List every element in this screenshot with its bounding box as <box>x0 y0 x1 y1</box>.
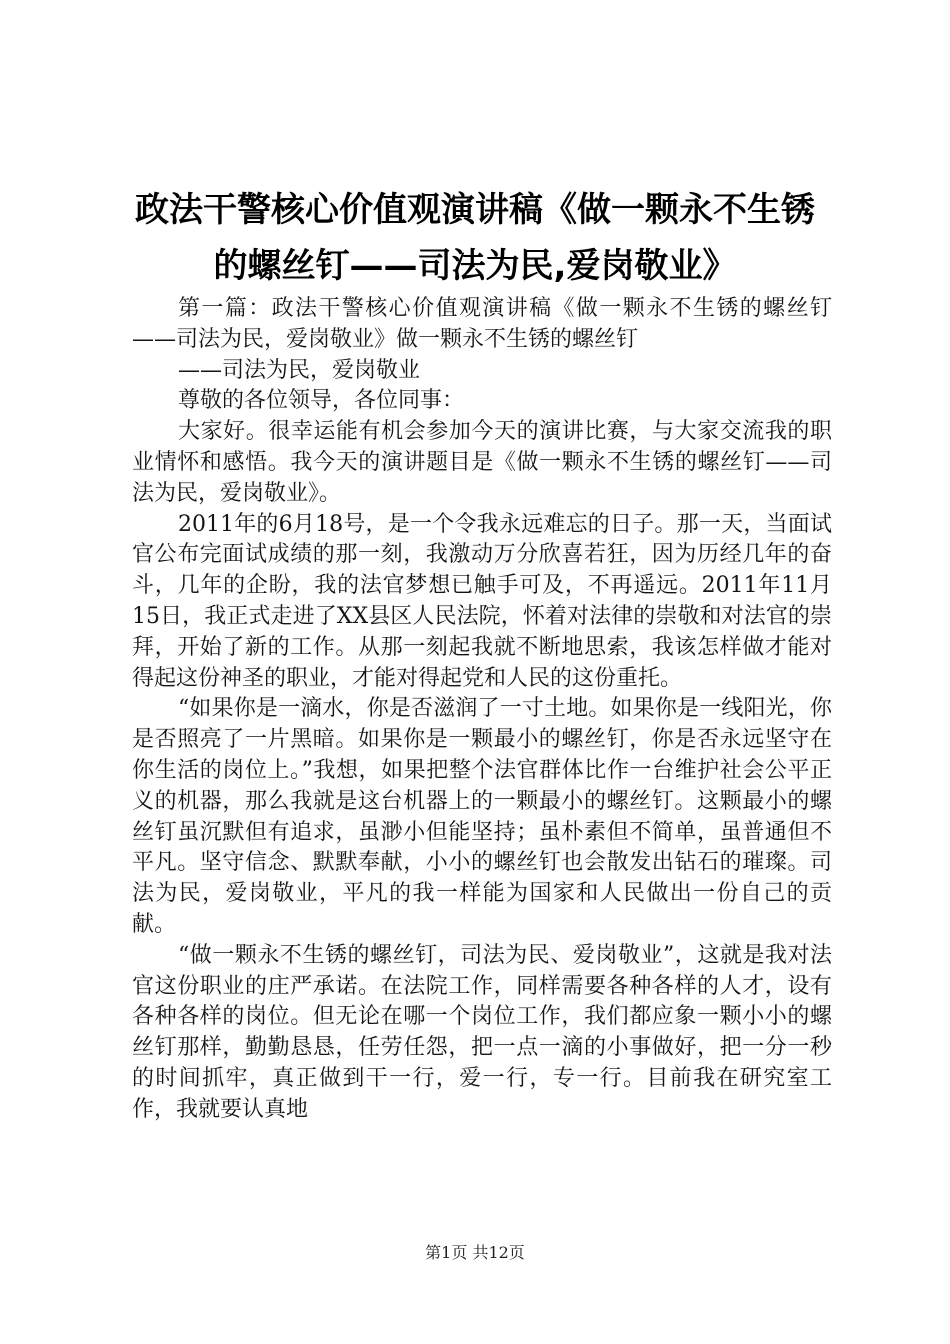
paragraph-6: “如果你是一滴水，你是否滋润了一寸土地。如果你是一线阳光，你是否照亮了一片黑暗。如果你是一颗最小的螺丝钉，你是否永远坚守在你生活的岗位上。”我想，如果把整个法官群体比作一台维护社会公平正义的机器，那么我就是这台机器上的一颗最小的螺丝钉。这颗最小的螺丝钉虽沉默但有追求，虽渺小但能坚持；虽朴素但不简单，虽普通但不平凡。坚守信念、默默奉献，小小的螺丝钉也会散发出钻石的璀璨。司法为民，爱岗敬业，平凡的我一样能为国家和人民做出一份自己的贡献。 <box>132 696 832 937</box>
paragraph-7: “做一颗永不生锈的螺丝钉，司法为民、爱岗敬业”，这就是我对法官这份职业的庄严承诺。在法院工作，同样需要各种各样的人才，设有各种各样的岗位。但无论在哪一个岗位工作，我们都应象一颗小小的螺丝钉那样，勤勤恳恳，任劳任怨，把一点一滴的小事做好，把一分一秒的时间抓牢，真正做到干一行，爱一行，专一行。目前我在研究室工作，我就要认真地 <box>132 942 832 1122</box>
paragraph-4: 大家好。很幸运能有机会参加今天的演讲比赛，与大家交流我的职业情怀和感悟。我今天的演讲题目是《做一颗永不生锈的螺丝钉——司法为民，爱岗敬业》。 <box>132 419 832 506</box>
paragraph-2: ——司法为民，爱岗敬业 <box>178 357 421 383</box>
paragraph-5: 2011年的6月18号，是一个令我永远难忘的日子。那一天，当面试官公布完面试成绩的那一刻，我激动万分欣喜若狂，因为历经几年的奋斗，几年的企盼，我的法官梦想已触手可及，不再遥远。2011年11月15日，我正式走进了XX县区人民法院，怀着对法律的崇敬和对法官的崇拜，开始了新的工作。从那一刻起我就不断地思索，我该怎样做才能对得起这份神圣的职业，才能对得起党和人民的这份重托。 <box>132 511 832 691</box>
page-footer: 第1页 共12页 <box>425 1243 525 1262</box>
document-title: 政法干警核心价值观演讲稿《做一颗永不生锈的螺丝钉——司法为民,爱岗敬业》 <box>135 190 815 286</box>
paragraph-3: 尊敬的各位领导，各位同事： <box>178 388 465 414</box>
paragraph-1: 第一篇：政法干警核心价值观演讲稿《做一颗永不生锈的螺丝钉——司法为民，爱岗敬业》做一颗永不生锈的螺丝钉 <box>132 296 832 352</box>
document-body <box>132 294 832 1126</box>
